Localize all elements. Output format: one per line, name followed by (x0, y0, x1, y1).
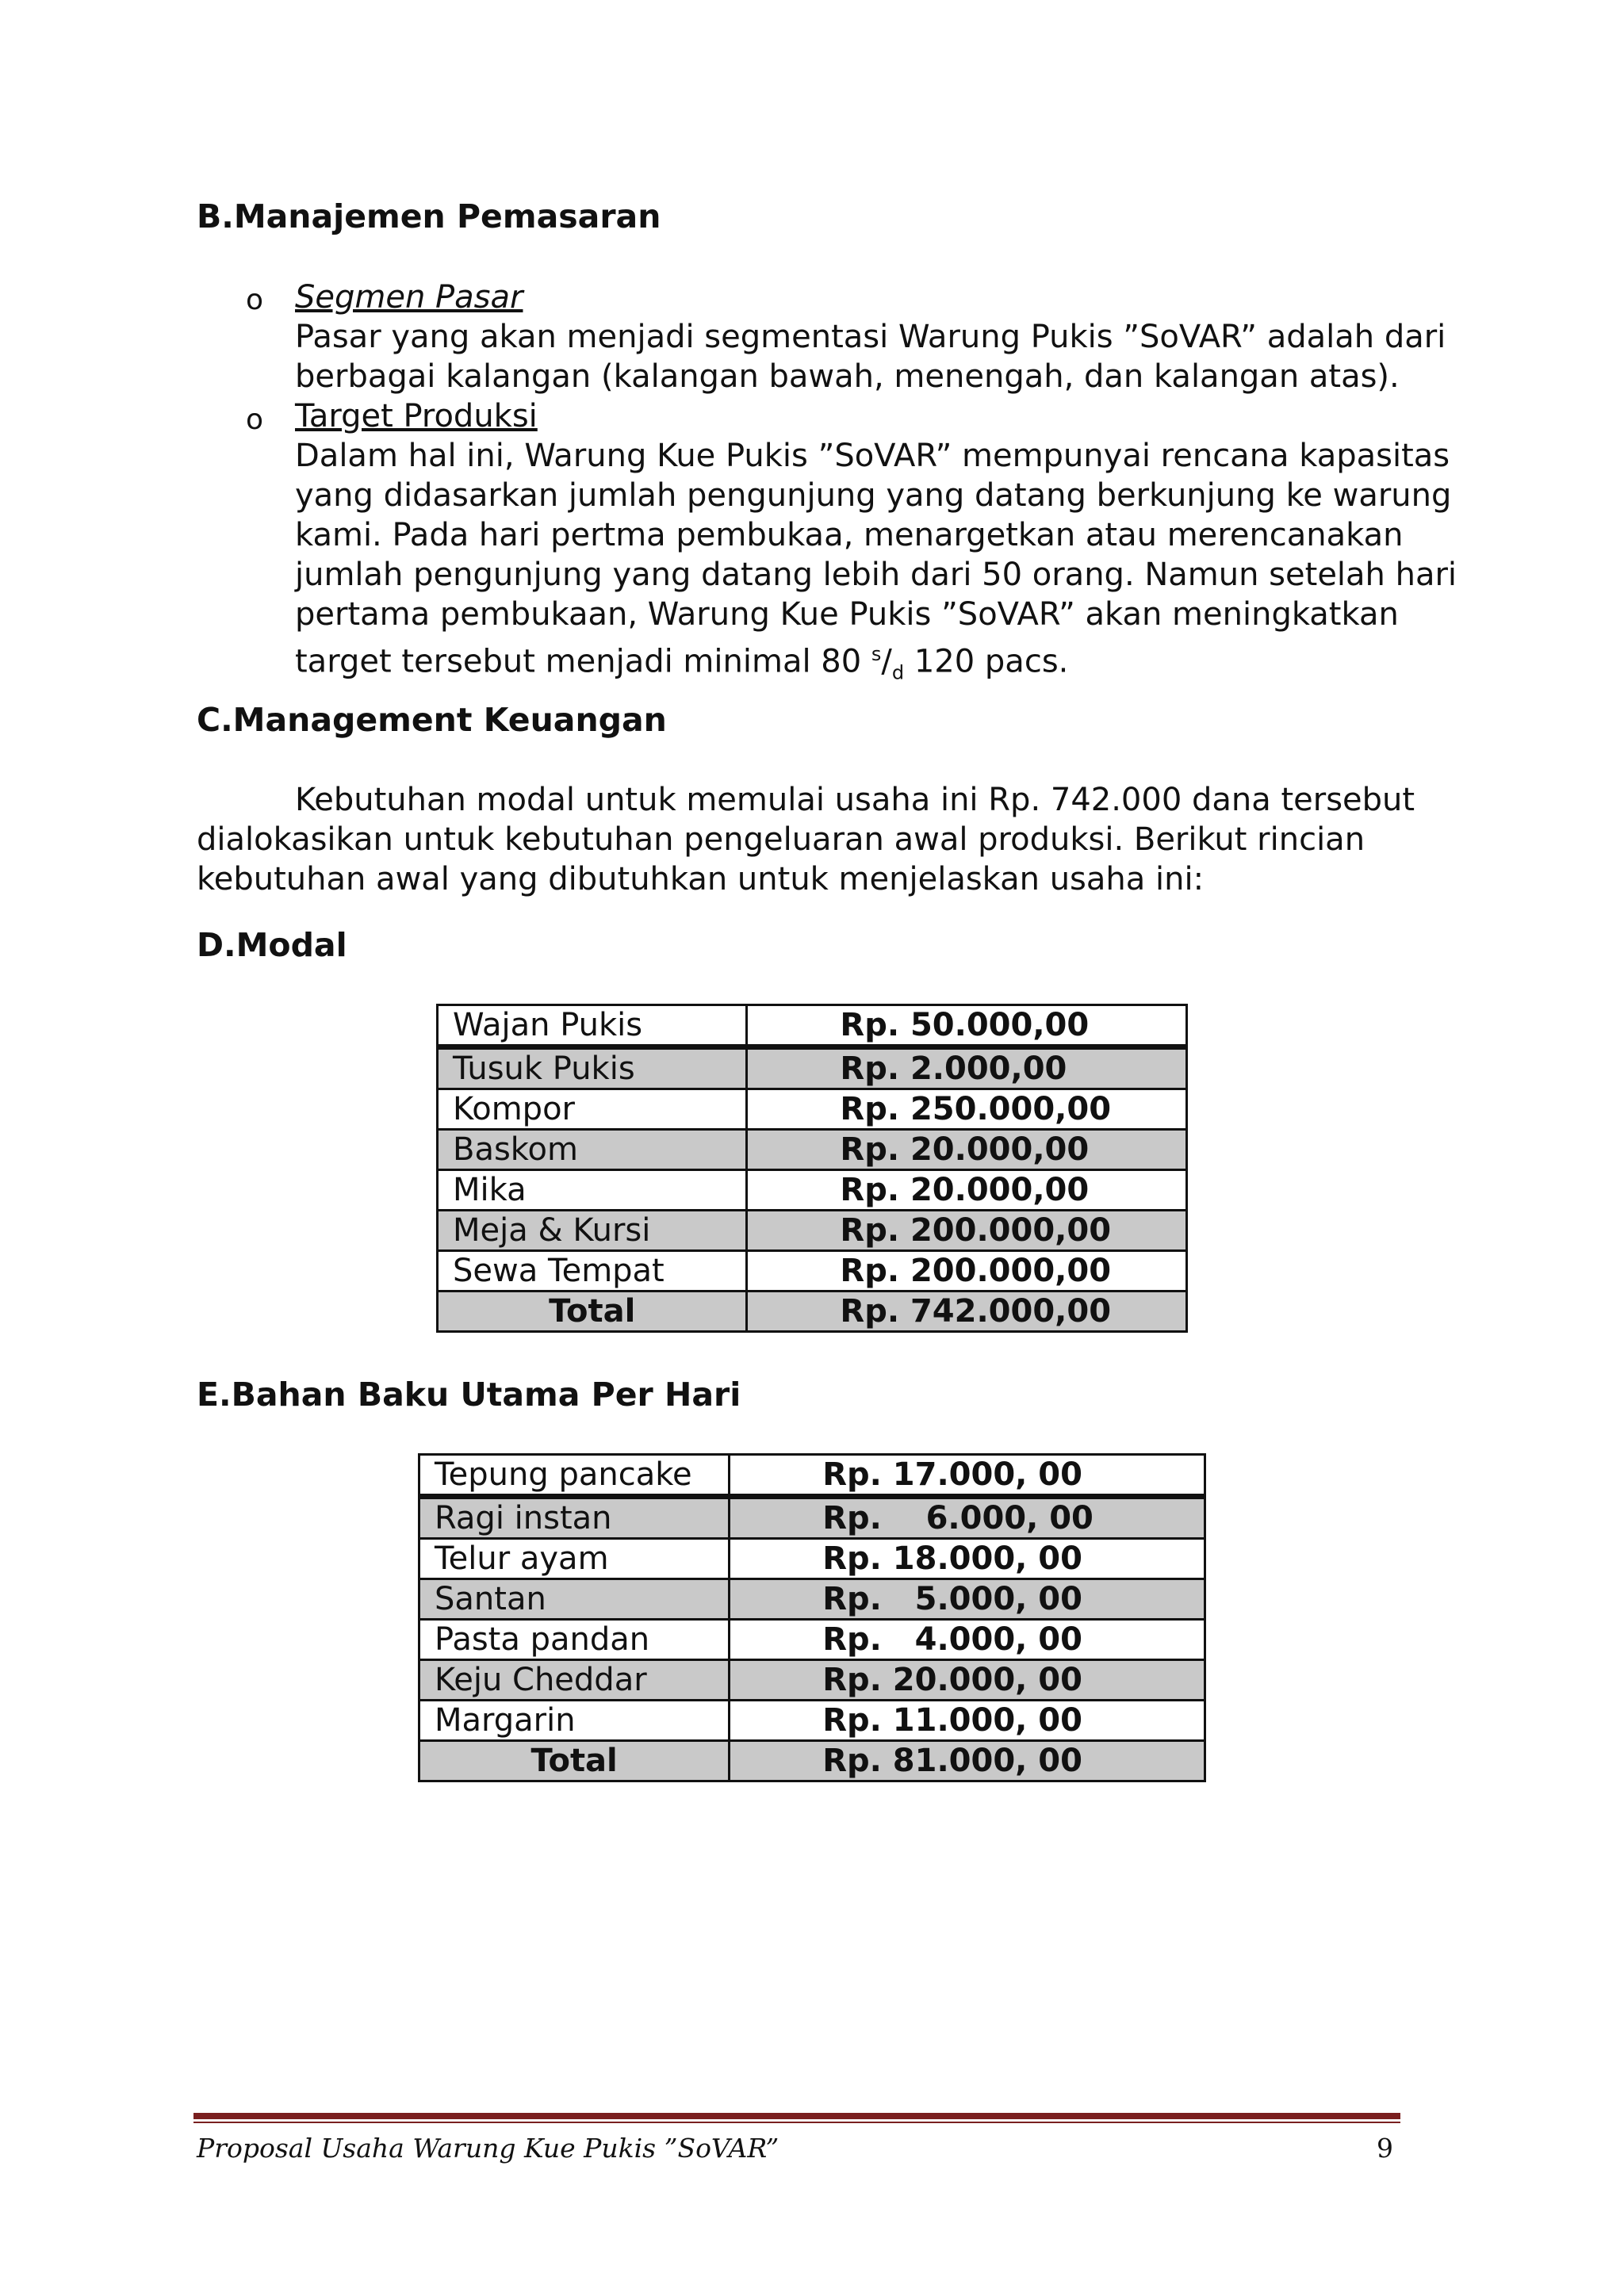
table-row (438, 1251, 1187, 1292)
table-row (419, 1620, 1205, 1660)
target-produksi-line: jumlah pengunjung yang datang lebih dari 50 orang. Namun setelah hari (295, 557, 1457, 593)
section-c-heading: C.Management Keuangan (197, 701, 667, 739)
section-c-paragraph-line: dialokasikan untuk kebutuhan pengeluaran awal produksi. Berikut rincian (197, 821, 1365, 858)
modal-table (436, 1004, 1188, 1333)
segmen-pasar-label: Segmen Pasar (295, 279, 523, 316)
table-row (438, 1005, 1187, 1047)
section-d-heading: D.Modal (197, 926, 347, 964)
footer-rule-thick (193, 2113, 1400, 2119)
segmen-pasar-line: berbagai kalangan (kalangan bawah, menengah, dan kalangan atas). (295, 358, 1400, 395)
item-cell: Tepung pancake (419, 1455, 730, 1497)
section-c-paragraph-line: kebutuhan awal yang dibutuhkan untuk menjelaskan usaha ini: (197, 861, 1205, 897)
table-row (419, 1539, 1205, 1579)
target-sup: s (871, 643, 882, 665)
value-cell: Rp. 5.000, 00 (730, 1579, 1205, 1620)
target-suffix: 120 pacs. (904, 643, 1069, 680)
value-cell: Rp. 2.000,00 (747, 1047, 1187, 1089)
table-row (419, 1497, 1205, 1539)
item-cell: Tusuk Pukis (438, 1047, 747, 1089)
target-produksi-line: yang didasarkan jumlah pengunjung yang datang berkunjung ke warung (295, 477, 1452, 514)
table-row (438, 1170, 1187, 1211)
target-prefix: target tersebut menjadi minimal 80 (295, 643, 871, 680)
value-cell: Rp. 50.000,00 (747, 1005, 1187, 1047)
item-cell: Sewa Tempat (438, 1251, 747, 1292)
total-value: Rp. 81.000, 00 (730, 1741, 1205, 1781)
value-cell: Rp. 250.000,00 (747, 1089, 1187, 1130)
footer-title: Proposal Usaha Warung Kue Pukis ”SoVAR” (197, 2133, 779, 2164)
target-sub: d (891, 661, 905, 684)
footer-rule-thin (193, 2122, 1400, 2123)
value-cell: Rp. 200.000,00 (747, 1251, 1187, 1292)
item-cell: Meja & Kursi (438, 1211, 747, 1251)
bullet-marker: o (246, 404, 264, 436)
value-cell: Rp. 20.000,00 (747, 1130, 1187, 1170)
value-cell: Rp. 18.000, 00 (730, 1539, 1205, 1579)
target-produksi-line: pertama pembukaan, Warung Kue Pukis ”SoVAR” akan meningkatkan (295, 596, 1399, 633)
value-cell: Rp. 4.000, 00 (730, 1620, 1205, 1660)
table-row (438, 1089, 1187, 1130)
total-label: Total (419, 1741, 730, 1781)
table-row (438, 1047, 1187, 1089)
item-cell: Margarin (419, 1701, 730, 1741)
table-row (419, 1579, 1205, 1620)
value-cell: Rp. 6.000, 00 (730, 1497, 1205, 1539)
bullet-marker: o (246, 284, 264, 316)
table-row (438, 1211, 1187, 1251)
table-row (419, 1660, 1205, 1701)
target-slash: / (881, 643, 892, 680)
target-produksi-label: Target Produksi (295, 398, 538, 434)
item-cell: Ragi instan (419, 1497, 730, 1539)
value-cell: Rp. 20.000, 00 (730, 1660, 1205, 1701)
table-row (419, 1701, 1205, 1741)
value-cell: Rp. 20.000,00 (747, 1170, 1187, 1211)
total-label: Total (438, 1292, 747, 1332)
table-row (438, 1130, 1187, 1170)
bahan-baku-table (418, 1453, 1206, 1782)
segmen-pasar-line: Pasar yang akan menjadi segmentasi Warung Pukis ”SoVAR” adalah dari (295, 319, 1446, 355)
item-cell: Pasta pandan (419, 1620, 730, 1660)
item-cell: Telur ayam (419, 1539, 730, 1579)
table-total-row (419, 1741, 1205, 1781)
target-produksi-line: Dalam hal ini, Warung Kue Pukis ”SoVAR” mempunyai rencana kapasitas (295, 438, 1450, 474)
total-value: Rp. 742.000,00 (747, 1292, 1187, 1332)
table-total-row (438, 1292, 1187, 1332)
item-cell: Baskom (438, 1130, 747, 1170)
item-cell: Kompor (438, 1089, 747, 1130)
section-c-paragraph-line: Kebutuhan modal untuk memulai usaha ini Rp. 742.000 dana tersebut (295, 782, 1415, 818)
table-row (419, 1455, 1205, 1497)
target-produksi-line: kami. Pada hari pertma pembukaa, menargetkan atau merencanakan (295, 517, 1404, 553)
value-cell: Rp. 11.000, 00 (730, 1701, 1205, 1741)
page-number: 9 (1377, 2133, 1393, 2164)
section-b-heading: B.Manajemen Pemasaran (197, 197, 661, 235)
section-e-heading: E.Bahan Baku Utama Per Hari (197, 1376, 741, 1414)
value-cell: Rp. 17.000, 00 (730, 1455, 1205, 1497)
value-cell: Rp. 200.000,00 (747, 1211, 1187, 1251)
item-cell: Santan (419, 1579, 730, 1620)
item-cell: Mika (438, 1170, 747, 1211)
target-produksi-line-last (295, 634, 1068, 692)
item-cell: Keju Cheddar (419, 1660, 730, 1701)
item-cell: Wajan Pukis (438, 1005, 747, 1047)
